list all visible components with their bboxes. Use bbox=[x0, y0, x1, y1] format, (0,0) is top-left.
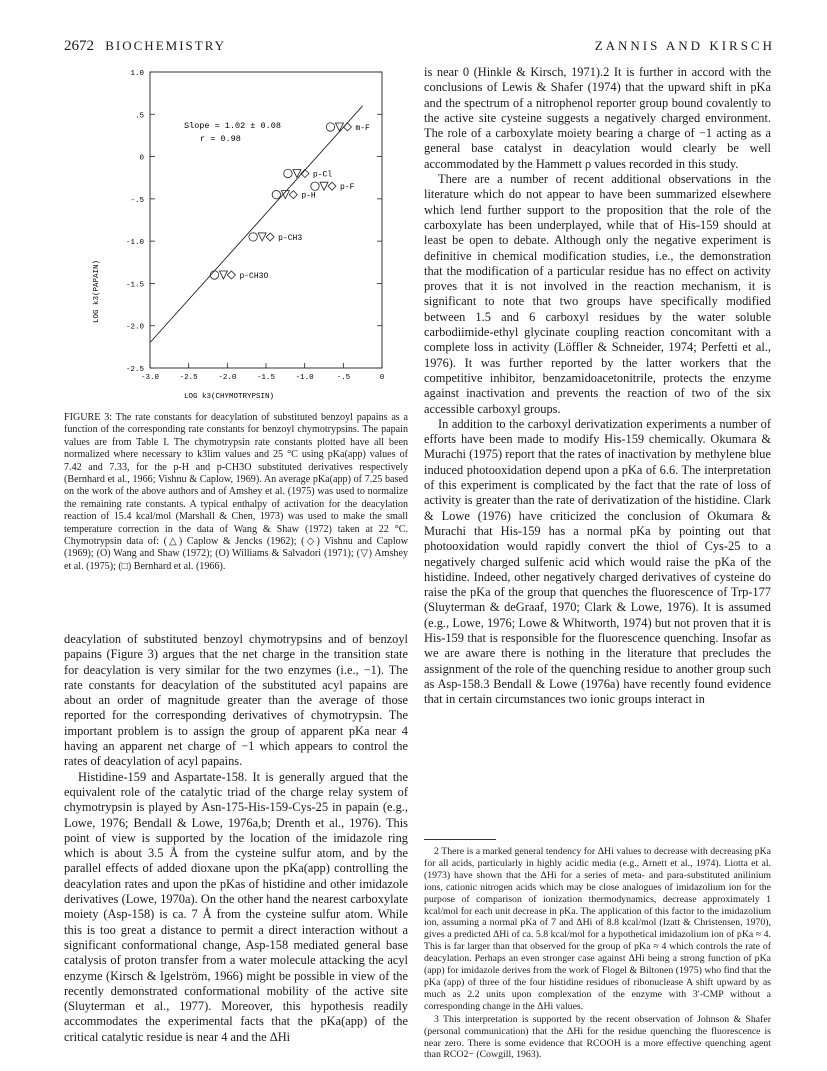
x-tick-label: -2.0 bbox=[218, 374, 237, 382]
running-header-authors: ZANNIS AND KIRSCH bbox=[594, 38, 775, 53]
y-tick-label: -1.0 bbox=[125, 239, 144, 248]
y-tick-label: .5 bbox=[134, 112, 144, 121]
y-axis-label: LOG k3(PAPAIN) bbox=[93, 259, 101, 323]
x-tick-label: -.5 bbox=[336, 374, 351, 382]
point-label: p-H bbox=[301, 191, 316, 201]
y-tick-label: -1.5 bbox=[125, 281, 144, 290]
point-marker-circle bbox=[249, 233, 257, 241]
paragraph: Histidine-159 and Aspartate-158. It is generally argued that the equivalent role of the catalytic triad of the charge relay system of chymotrypsin is played by Asn-175-His-159-Cys-25 in papain (e.g., Lowe, 1976; Bendall & Lowe, 1976a,b; Drenth et al., 1976). This point of view is supported by the location of the imidazole ring which is about 3.5 Å from the cysteine sulfur atom, and by the parallel effects of added dioxane upon the pKa(app) controlling the deacylation rates and upon the pKas of histidine and other imidazole derivatives (Lowe, 1970a). On the other hand the nearest carboxylate moiety (Asp-158) is ca. 7 Å from the cysteine sulfur atom. While this is too great a distance to permit a direct interaction without a significant conformational change, Asp-158 mediated general base catalysis of proton transfer from a water molecule attacking the acyl enzyme (Kirsch & Igelström, 1966) might be possible in view of the recently demonstrated conformational mobility of the active site (Sluyterman et al., 1977). Moreover, this hypothesis readily accommodates the experimental facts that the pKa(app) of the critical catalytic residue is near 4 and the ΔHi bbox=[64, 769, 408, 1044]
journal-name: BIOCHEMISTRY bbox=[105, 38, 227, 53]
point-marker-triangle bbox=[335, 123, 343, 131]
y-tick-label: 0 bbox=[139, 154, 144, 163]
x-tick-label: -3.0 bbox=[140, 374, 160, 382]
x-tick-label: -1.0 bbox=[295, 374, 314, 382]
x-tick-label: -2.5 bbox=[179, 374, 198, 382]
point-marker-circle bbox=[284, 169, 292, 177]
figure-axes bbox=[150, 72, 382, 368]
point-marker-circle bbox=[326, 123, 334, 131]
slope-annotation: Slope = 1.02 ± 0.08 bbox=[184, 121, 281, 131]
point-label: p-CH3 bbox=[278, 233, 303, 243]
running-header-left bbox=[64, 38, 226, 55]
point-label: m-F bbox=[355, 123, 370, 133]
point-label: p-Cl bbox=[312, 170, 333, 180]
point-label: p-F bbox=[340, 183, 355, 193]
y-tick-label: 1.0 bbox=[130, 70, 144, 78]
point-marker-diamond bbox=[289, 191, 297, 199]
plot-frame bbox=[150, 72, 382, 368]
paragraph: is near 0 (Hinkle & Kirsch, 1971).2 It is further in accord with the conclusions of Lewis & Shafer (1974) that the upward shift in pKa and the spectrum of a nitrophenol reporter group bound covalently to the active site cysteine suggests a negatively charged environment. The role of a carboxylate moiety bearing a charge of −1 acting as a general base catalyst in deacylation would clearly be well accommodated by the Hammett ρ values recorded in this study. bbox=[424, 65, 771, 171]
point-label: p-CH3O bbox=[239, 271, 269, 281]
point-marker-triangle bbox=[219, 271, 227, 279]
scatter-figure bbox=[64, 58, 408, 408]
point-marker-triangle bbox=[258, 233, 266, 241]
point-marker-diamond bbox=[343, 123, 351, 131]
footnotes bbox=[424, 846, 771, 1062]
right-column-body bbox=[424, 65, 771, 707]
paragraph: In addition to the carboxyl derivatization experiments a number of efforts have been made to modify His-159 chemically. Okumara & Murachi (1975) report that the rates of inactivation by methylene blue induced photooxidation depend upon a pKa of 6.6. The interpretation of this experiment is complicated by the fact that the rate of loss of activity is greater than the rate of derivatization of the histidine. Clark & Lowe (1976) have criticized the conclusion of Okumara & Murachi that His-159 has a normal pKa by pointing out that photooxidation would rapidly convert the thiol of Cys-25 to a negatively charged sulfenic acid which would raise the pKa of the histidine. Indeed, other negatively charged derivatives of cysteine do raise the pKa of the group that quenches the fluorescence of Trp-177 (Sluyterman & deGraaf, 1970; Clark & Lowe, 1976). It is assumed (e.g., Lowe, 1976; Lowe & Whitworth, 1974) but not proven that it is His-159 that is responsible for the fluorescence quenching. Insofar as we are aware there is nothing in the literature that precludes the assignment of the role of the quenching residue to another group such as Asp-158.3 Bendall & Lowe (1976a) have recently found evidence that in certain circumstances two ionic groups interact in bbox=[424, 416, 771, 707]
point-marker-diamond bbox=[227, 271, 235, 279]
point-marker-circle bbox=[311, 182, 319, 190]
y-tick-label: -.5 bbox=[130, 196, 144, 205]
point-marker-diamond bbox=[266, 233, 274, 241]
r-annotation: r = 0.98 bbox=[200, 134, 241, 144]
x-tick-label: -1.5 bbox=[256, 374, 276, 382]
point-marker-diamond bbox=[328, 182, 336, 190]
y-tick-label: -2.0 bbox=[125, 323, 144, 332]
paragraph: There are a number of recent additional observations in the literature which do not appear to have been summarized elsewhere which lend further support to the proposition that the role of the carboxylate has been underplayed, while that of His-159 should at least be open to debate. Although only the negative experiment is definitive in chemical modification studies, i.e., the demonstration that the modification of a particular residue has no effect on activity proves that it is not involved in the reaction mechanism, it is significant to note that two groups have specifically modified between 1.5 and 6 carboxyl residues by the water soluble carbodiimide-ethyl glycinate coupling reaction concomitant with a complete loss in activity (Löffler & Schneider, 1974; Perfetti et al., 1976). It was further reported by the latter workers that the competitive inhibitor, benzamidoacetonitrile, protects the enzyme against inactivation and prevents the reaction of two of the six accessible carboxyl groups. bbox=[424, 172, 771, 416]
y-tick-label: -2.5 bbox=[125, 366, 144, 374]
point-marker-circle bbox=[272, 190, 280, 198]
point-marker-triangle bbox=[320, 182, 328, 190]
x-axis-label: LOG k3(CHYMOTRYPSIN) bbox=[184, 393, 275, 401]
footnote: 2 There is a marked general tendency for ΔHi values to decrease with decreasing pKa for all acids, particularly in highly acidic media (e.g., Arnett et al., 1974). Liotta et al. (1973) have shown that the ΔHi for a series of meta- and para-substituted anilinium ions, cationic nitrogen acids which may be close analogues of imidazolium ion for the purpose of comparison of ionization thermodynamics, decrease approximately 1 kcal/mol for each unit decrease in pKa. The application of this factor to the imidazolium ion, assuming a normal pKa of 7 and ΔHi of 8.8 kcal/mol (Izatt & Christensen, 1970), gives a predicted ΔHi of ca. 5.8 kcal/mol for a hypothetical imidazolium ion of pKa ≈ 4. This is far larger than that observed for the group of pKa ≈ 4 which controls the rate of deacylation. Perhaps an even stronger case against ΔHi being a strong function of pKa (app) for imidazole derives from the work of Flogel & Biltonen (1975) who find that the pKa (app) of three of the four histidine residues of ribonuclease A shift upward by as much as 2.2 units upon complexation of the enzyme with 3′-CMP without a corresponding change in the ΔHi values. bbox=[424, 846, 771, 1012]
paragraph: deacylation of substituted benzoyl chymotrypsins and of benzoyl papains (Figure 3) argues that the net charge in the transition state for deacylation is very similar for the two enzymes (i.e., −1). The rate constants for deacylation of the substituted acyl papains are about an order of magnitude greater than the average of those reported for the corresponding derivatives of chymotrypsin. The important problem is to assign the group of apparent pKa near 4 having an apparent net charge of −1 which appears to control the rates of deacylation of acyl papains. bbox=[64, 632, 408, 769]
figure-caption: FIGURE 3: The rate constants for deacylation of substituted benzoyl papains as a function of the corresponding rate constants for benzoyl chymotrypsins. The papain values are from Table I. The chymotrypsin rate constants plotted have all been normalized where necessary to k3lim values and 25 °C using pKa(app) values of 7.42 and 7.33, for the p-H and p-CH3O substituted derivatives respectively (Bernhard et al., 1966; Vishnu & Caplow, 1969). An average pKa(app) of 7.25 based on the work of the above authors and of Amshey et al. (1975) was used to normalize the remaining rate constants. A typical enthalpy of activation for the deacylation reaction of 15.4 kcal/mol (Marshall & Chen, 1973) was used to make the small temperature correction in the data of Wang & Shaw (1972) taken at 22 °C. Chymotrypsin data of: (△) Caplow & Jencks (1962); (◇) Vishnu and Caplow (1969); (O) Wang and Shaw (1972); (O) Williams & Salvadori (1971); (▽) Amshey et al. (1975); (□) Bernhard et al. (1966). bbox=[64, 412, 408, 572]
footnote-rule bbox=[424, 839, 496, 840]
x-tick-label: 0 bbox=[379, 374, 385, 382]
page-number: 2672 bbox=[64, 38, 94, 54]
data-points bbox=[210, 123, 370, 281]
figure-ticks bbox=[126, 70, 385, 382]
fit-line bbox=[150, 106, 363, 343]
point-marker-circle bbox=[210, 271, 218, 279]
left-column-body bbox=[64, 632, 408, 1045]
footnote: 3 This interpretation is supported by the recent observation of Johnson & Shafer (personal communication) that the ΔHi for the residue quenching the fluorescence is near zero. There is some evidence that RCOOH is a more effective quenching agent than RCO2− (Cowgill, 1963). bbox=[424, 1013, 771, 1061]
